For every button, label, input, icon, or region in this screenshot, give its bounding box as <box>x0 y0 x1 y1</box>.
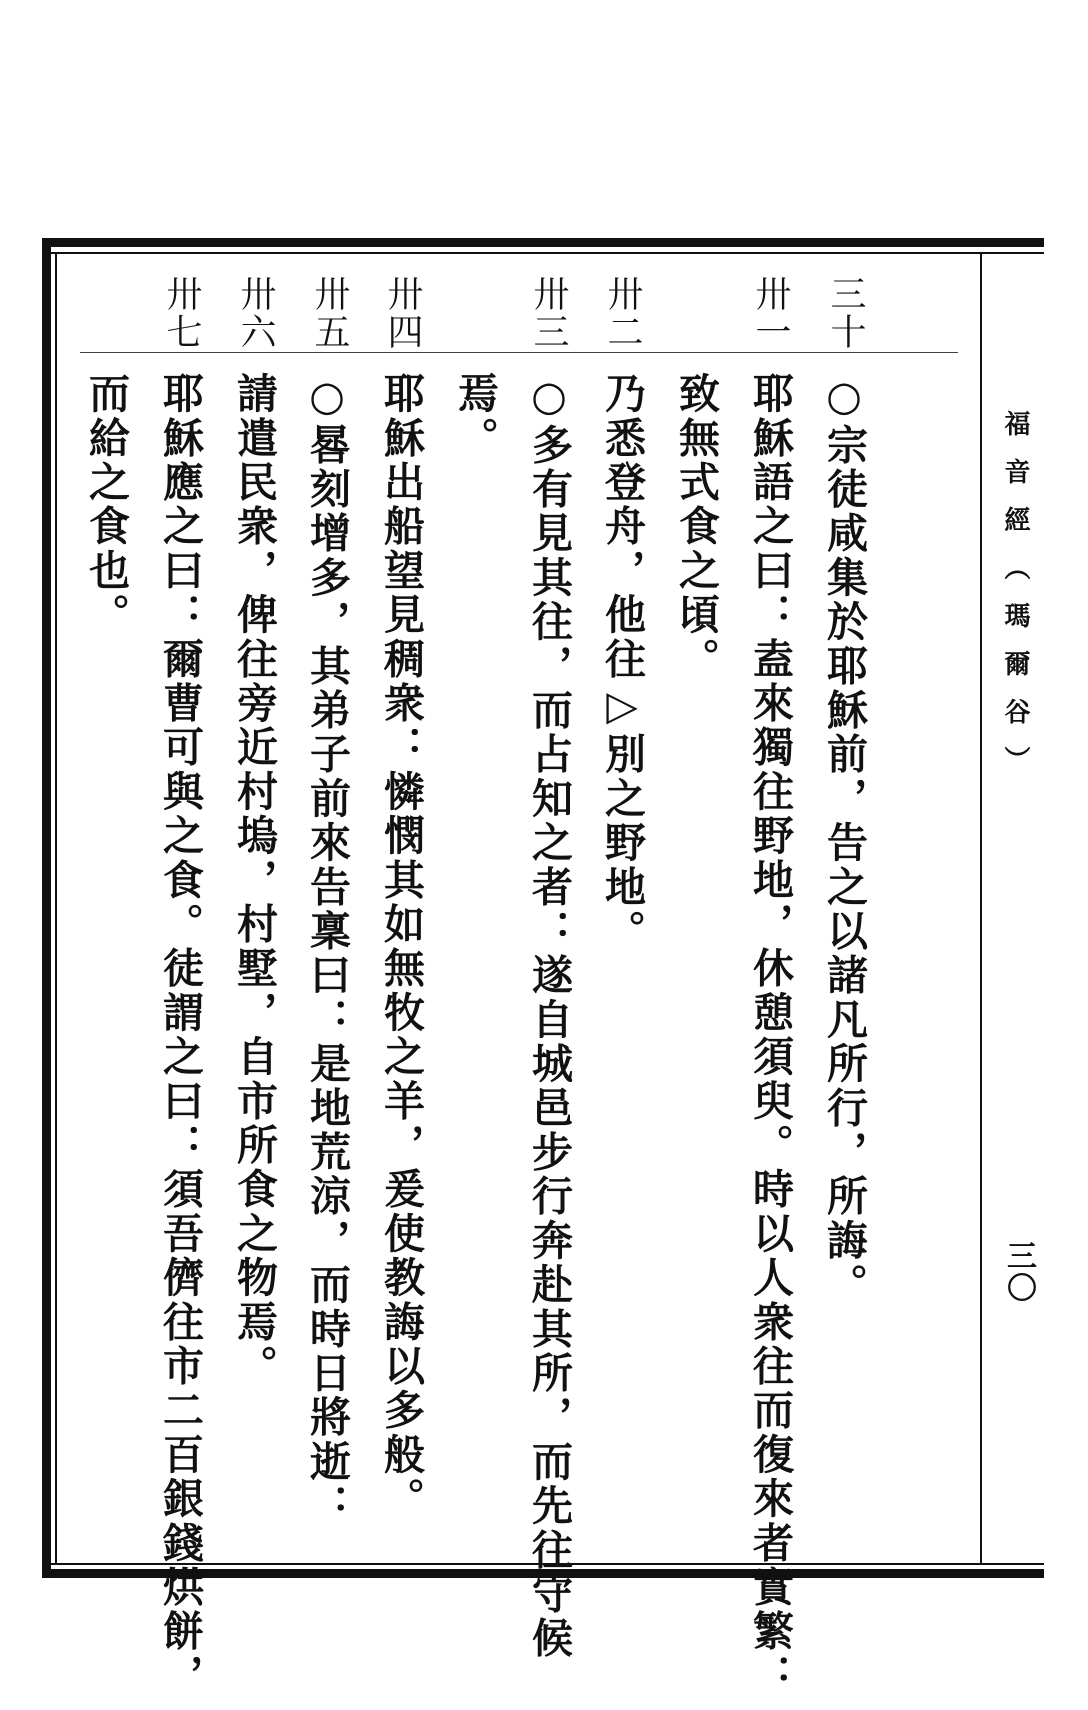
verse-text: 焉。 <box>451 372 499 461</box>
page-number: 三〇 <box>1001 1240 1036 1304</box>
running-title: 福音經（瑪爾谷） <box>1000 410 1030 794</box>
frame-top-inner-rule <box>44 252 1044 254</box>
verse-number: 卅二 <box>602 275 643 351</box>
verse-number: 卅五 <box>309 275 350 351</box>
verse-text: 乃悉登舟，他往▷別之野地。 <box>598 372 646 954</box>
verse-number: 三十 <box>825 275 866 351</box>
verse-text: ○晷刻增多，其弟子前來告稟曰：是地荒涼，而時日將逝： <box>303 372 351 1529</box>
verse-text: ○多有見其往，而占知之者：遂自城邑步行奔赴其所，而先往守候 <box>525 372 573 1661</box>
verse-number-divider <box>80 352 958 353</box>
frame-top-rule <box>44 238 1044 247</box>
verse-text: 請遣民衆，俾往旁近村塢，村墅，自市所食之物焉。 <box>230 372 278 1389</box>
verse-number: 卅三 <box>528 275 569 351</box>
frame-left-rule <box>42 238 51 1578</box>
verse-number: 卅七 <box>161 275 202 351</box>
verse-text: 耶穌出船望見稠衆：憐憫其如無牧之羊，爰使教誨以多般。 <box>377 372 425 1522</box>
verse-number: 卅四 <box>382 275 423 351</box>
frame-left-inner-rule <box>55 252 57 1565</box>
verse-text: 耶穌語之曰：盍來獨往野地，休憩須臾。時以人衆往而復來者實繁： <box>746 372 794 1698</box>
verse-text: 致無式食之頃。 <box>672 372 720 682</box>
verse-number: 卅六 <box>235 275 276 351</box>
verse-text: 耶穌應之曰：爾曹可與之食。徒謂之曰：須吾儕往市二百銀錢烘餅， <box>156 372 204 1698</box>
frame-right-rule <box>980 252 982 1565</box>
verse-text: ○宗徒咸集於耶穌前，告之以諸凡所行，所誨。 <box>820 372 868 1308</box>
verse-text: 而給之食也。 <box>82 372 130 638</box>
verse-number: 卅一 <box>750 275 791 351</box>
